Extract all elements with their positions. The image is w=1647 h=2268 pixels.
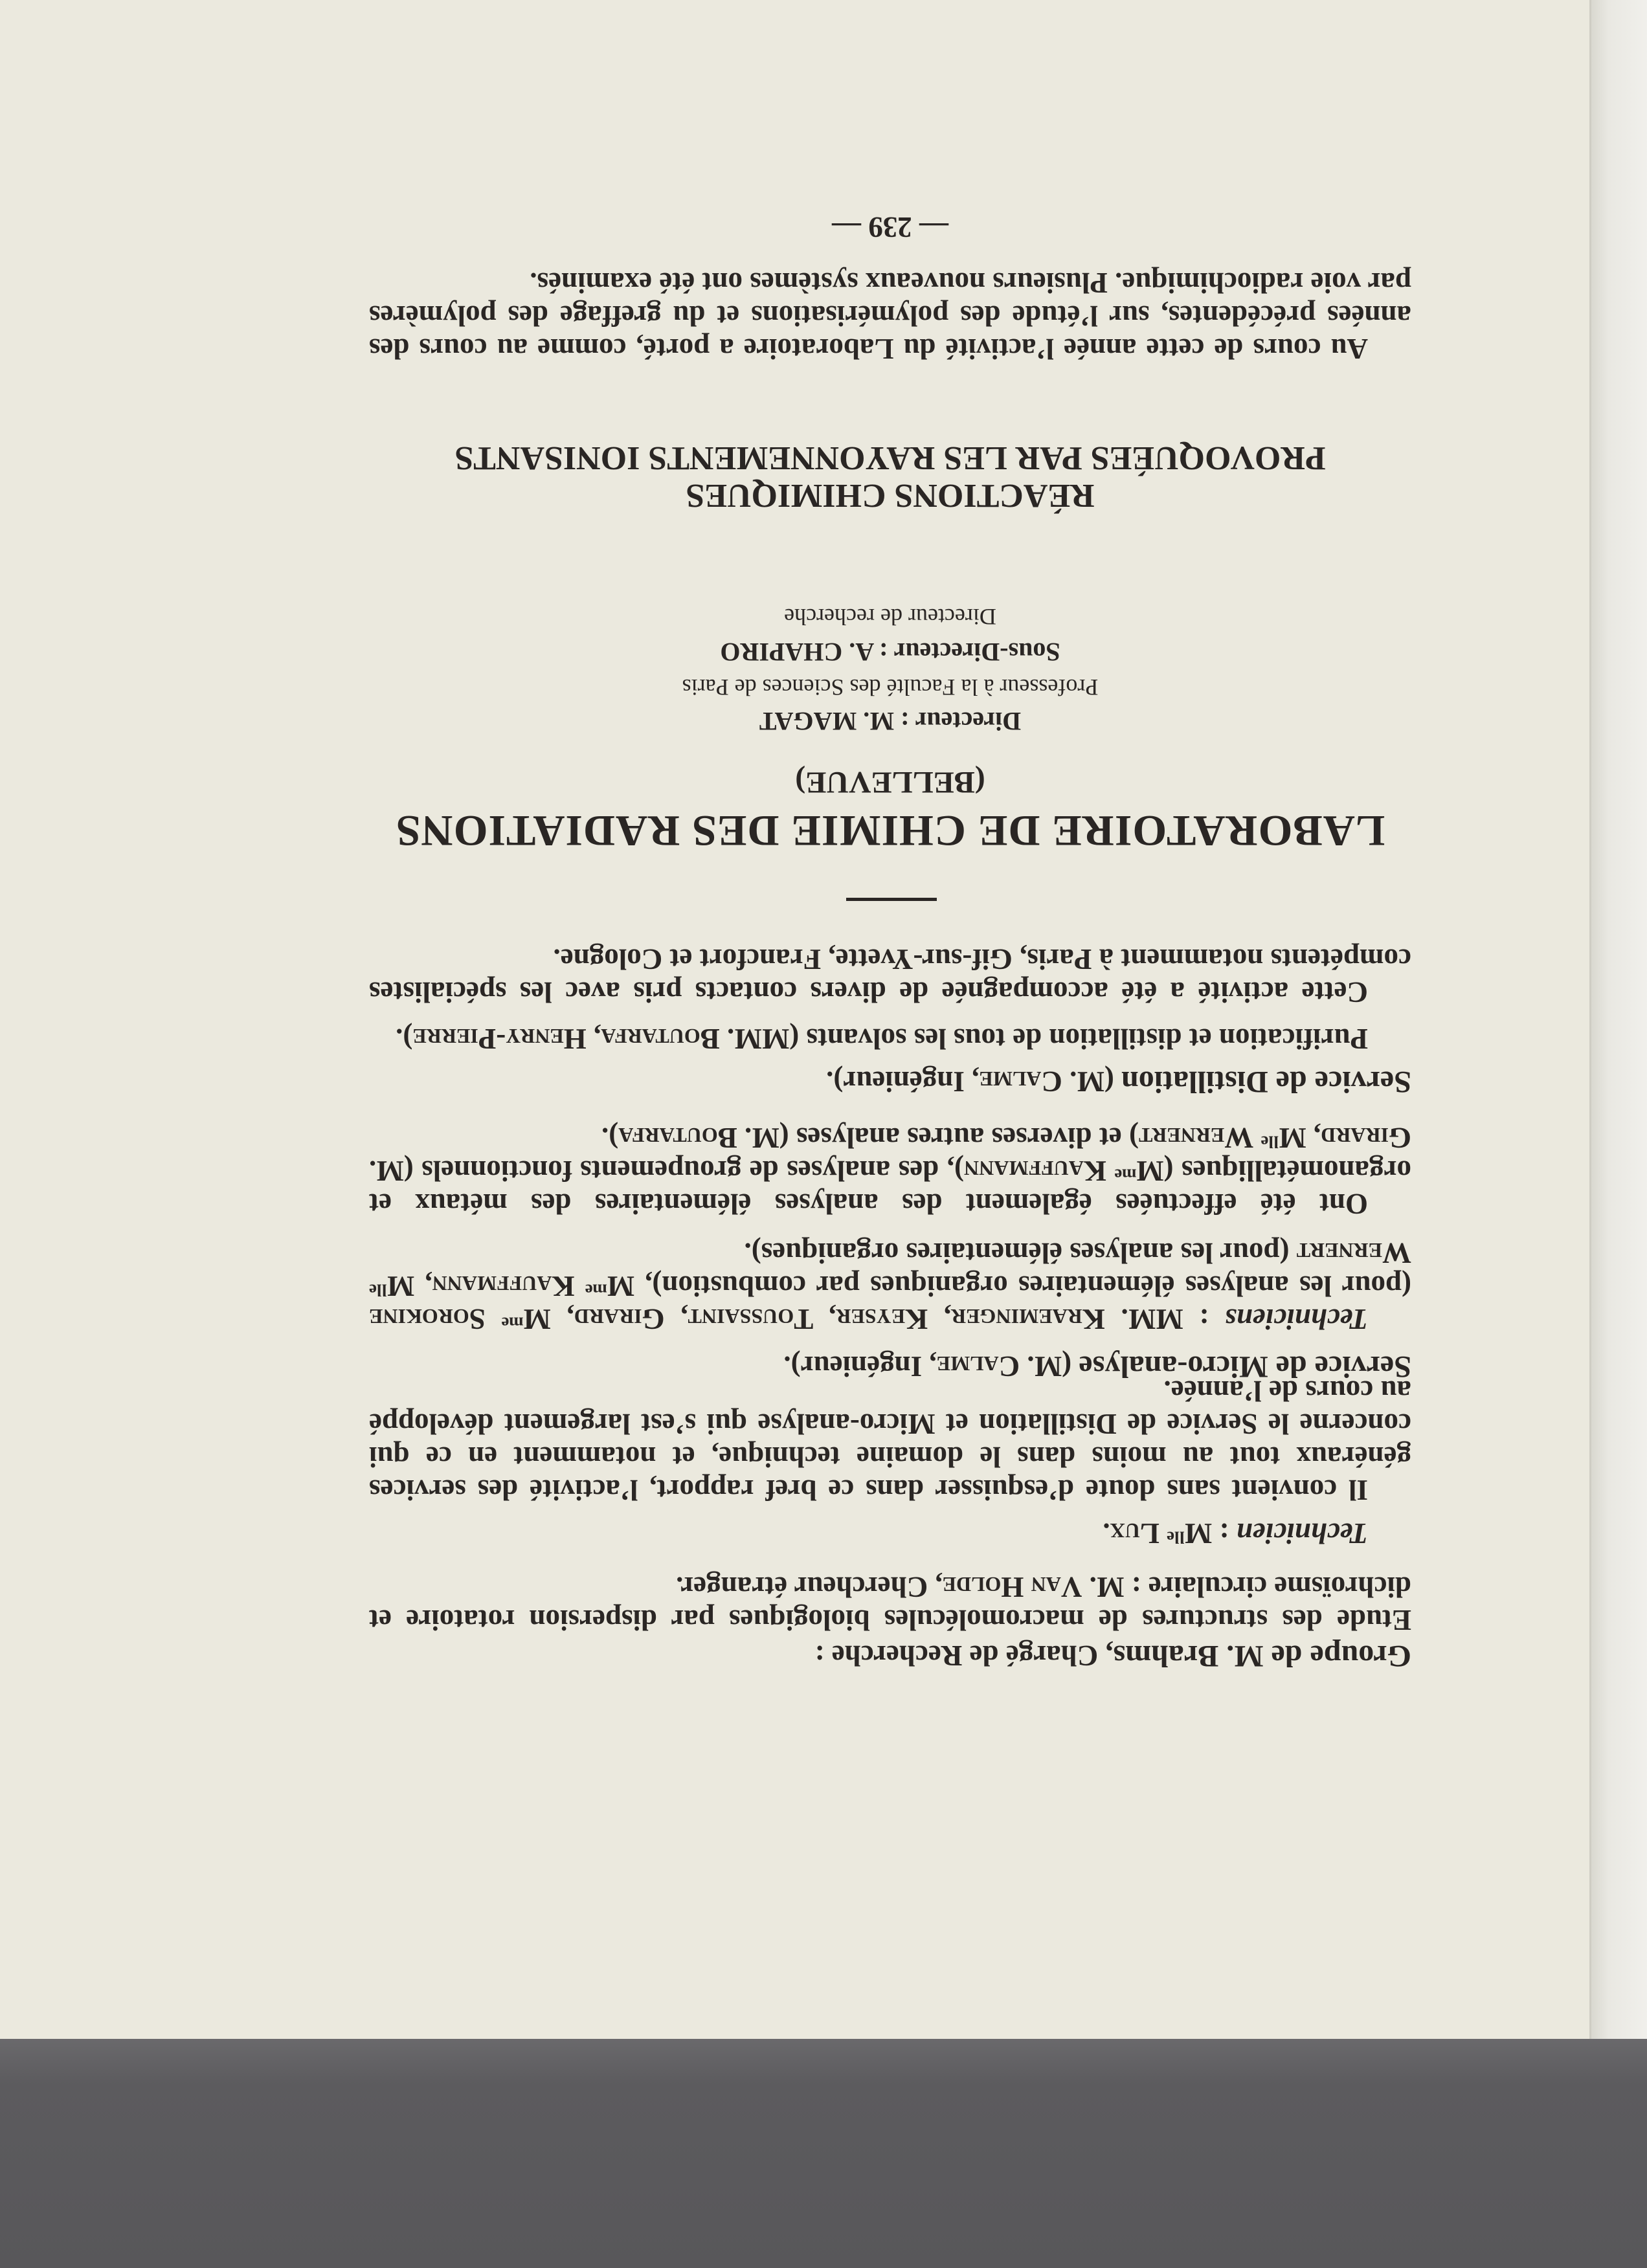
paragraph-cette-activite	[369, 942, 1411, 1008]
text-run: ).	[396, 1023, 413, 1055]
text-run: Etude des structures de macromolécules biologiques par dispersion rotatoire et dichroïsme circulaire : M.	[369, 1571, 1411, 1636]
text-run: , Mˡˡᵉ	[1253, 1122, 1321, 1154]
text-run: , Mˡˡᵉ	[369, 1270, 432, 1302]
text-run: Kraeminger, Keyser, Toussaint, Girard	[574, 1303, 1105, 1335]
lab-location: (BELLEVUE)	[795, 765, 985, 799]
scanner-background	[0, 2039, 1647, 2268]
paragraph-techniciens	[369, 1236, 1411, 1335]
text-run: Purification et distillation de tous les solvants (MM.	[719, 1023, 1368, 1055]
paragraph-il-convient	[369, 1374, 1411, 1506]
deputy-director: Sous-Directeur : A. CHAPIRO	[720, 638, 1060, 667]
text-run: ).	[601, 1122, 619, 1154]
paragraph-etude	[369, 1570, 1411, 1636]
text-run: Kauffmann	[963, 1155, 1106, 1187]
page-number: — 239 —	[832, 211, 948, 243]
text-run: Wernert	[1296, 1237, 1411, 1269]
text-run: Calme	[936, 1350, 1020, 1383]
lab-title: LABORATOIRE DE CHIMIE DES RADIATIONS	[395, 806, 1385, 856]
section-title-line-2: PROVOQUÉES PAR LES RAYONNEMENTS IONISANTS	[454, 439, 1326, 476]
text-run: Groupe de M. Brahms,	[1105, 1639, 1411, 1673]
text-run: ), des analyses de groupements fonctionnels (M.	[369, 1155, 964, 1187]
page-content-upside-down	[369, 207, 1411, 1696]
text-run: : Mˡˡᵉ	[1159, 1517, 1237, 1550]
text-run: Wernert	[1139, 1122, 1254, 1154]
text-run: Boutarfa	[618, 1122, 737, 1154]
text-run: , Ingénieur).	[826, 1065, 980, 1098]
paragraph-au-cours	[369, 266, 1411, 365]
text-run: Sorokine	[369, 1303, 486, 1335]
text-run: , Chercheur étranger.	[676, 1571, 943, 1603]
section-title-line-1: RÉACTIONS CHIMIQUES	[686, 477, 1095, 514]
text-run: Techniciens	[1225, 1303, 1368, 1335]
technicien-line	[369, 1517, 1411, 1550]
text-run: Au cours de cette année l’activité du Laboratoire a porté, comme au cours des années précédentes, sur l’étude des polymérisations et du greffage des polymères par voie radiochimique. Plusieurs nouveaux systèmes ont été examinés.	[369, 267, 1411, 365]
text-run: (M.	[1062, 1065, 1122, 1098]
text-run: (pour les analyses élémentaires organiques par combustion), Mᵐᵉ	[574, 1270, 1411, 1302]
page-edge	[1589, 0, 1647, 2039]
text-run: , Mᵐᵉ	[485, 1303, 574, 1335]
text-run: Service de Distillation	[1121, 1065, 1411, 1099]
text-run: Lux	[1110, 1517, 1160, 1550]
text-run: Ont été effectuées également des analyses élémentaires des métaux et organométalliques (Mᵐᵉ	[369, 1155, 1411, 1220]
text-run: Il convient sans doute d’esquisser dans ce bref rapport, l’activité des services généraux tout au moins dans le domaine technique, et notamment en ce qui concerne le Service de Distillation et Micro-analyse qui s’est largement développé au cours de l’année.	[369, 1375, 1411, 1506]
text-run: ) et diverses autres analyses (M.	[737, 1122, 1139, 1154]
text-run: .	[1103, 1517, 1110, 1550]
text-run: Kauffmann	[432, 1270, 575, 1302]
text-run: Service de Micro-analyse	[1079, 1350, 1411, 1384]
text-run: Boutarfa, Henry-Pierre	[412, 1023, 720, 1055]
paragraph-ont-ete	[369, 1121, 1411, 1220]
director: Directeur : M. MAGAT	[759, 707, 1022, 736]
director-role: Professeur à la Faculté des Sciences de Paris	[682, 674, 1099, 700]
paragraph-purification	[369, 1022, 1411, 1055]
text-run: Calme	[979, 1065, 1062, 1098]
group-heading	[369, 1639, 1411, 1673]
deputy-director-role: Directeur de recherche	[784, 604, 996, 630]
heading-service-micro-analyse	[369, 1350, 1411, 1383]
section-divider	[846, 898, 937, 901]
text-run: : MM.	[1104, 1303, 1226, 1335]
text-run: , Ingénieur).	[783, 1350, 937, 1383]
text-run: (M.	[1020, 1350, 1079, 1383]
text-run: (pour les analyses élémentaires organiques).	[744, 1237, 1297, 1269]
text-run: Technicien	[1236, 1517, 1368, 1550]
text-run: Van Holde	[942, 1571, 1082, 1603]
heading-service-distillation	[369, 1065, 1411, 1098]
text-run: Girard	[1321, 1122, 1411, 1154]
text-run: Chargé de Recherche :	[814, 1640, 1106, 1672]
text-run: Cette activité a été accompagnée de divers contacts pris avec les spécialistes compétents notamment à Paris, Gif-sur-Yvette, Francfort et Cologne.	[369, 943, 1411, 1008]
